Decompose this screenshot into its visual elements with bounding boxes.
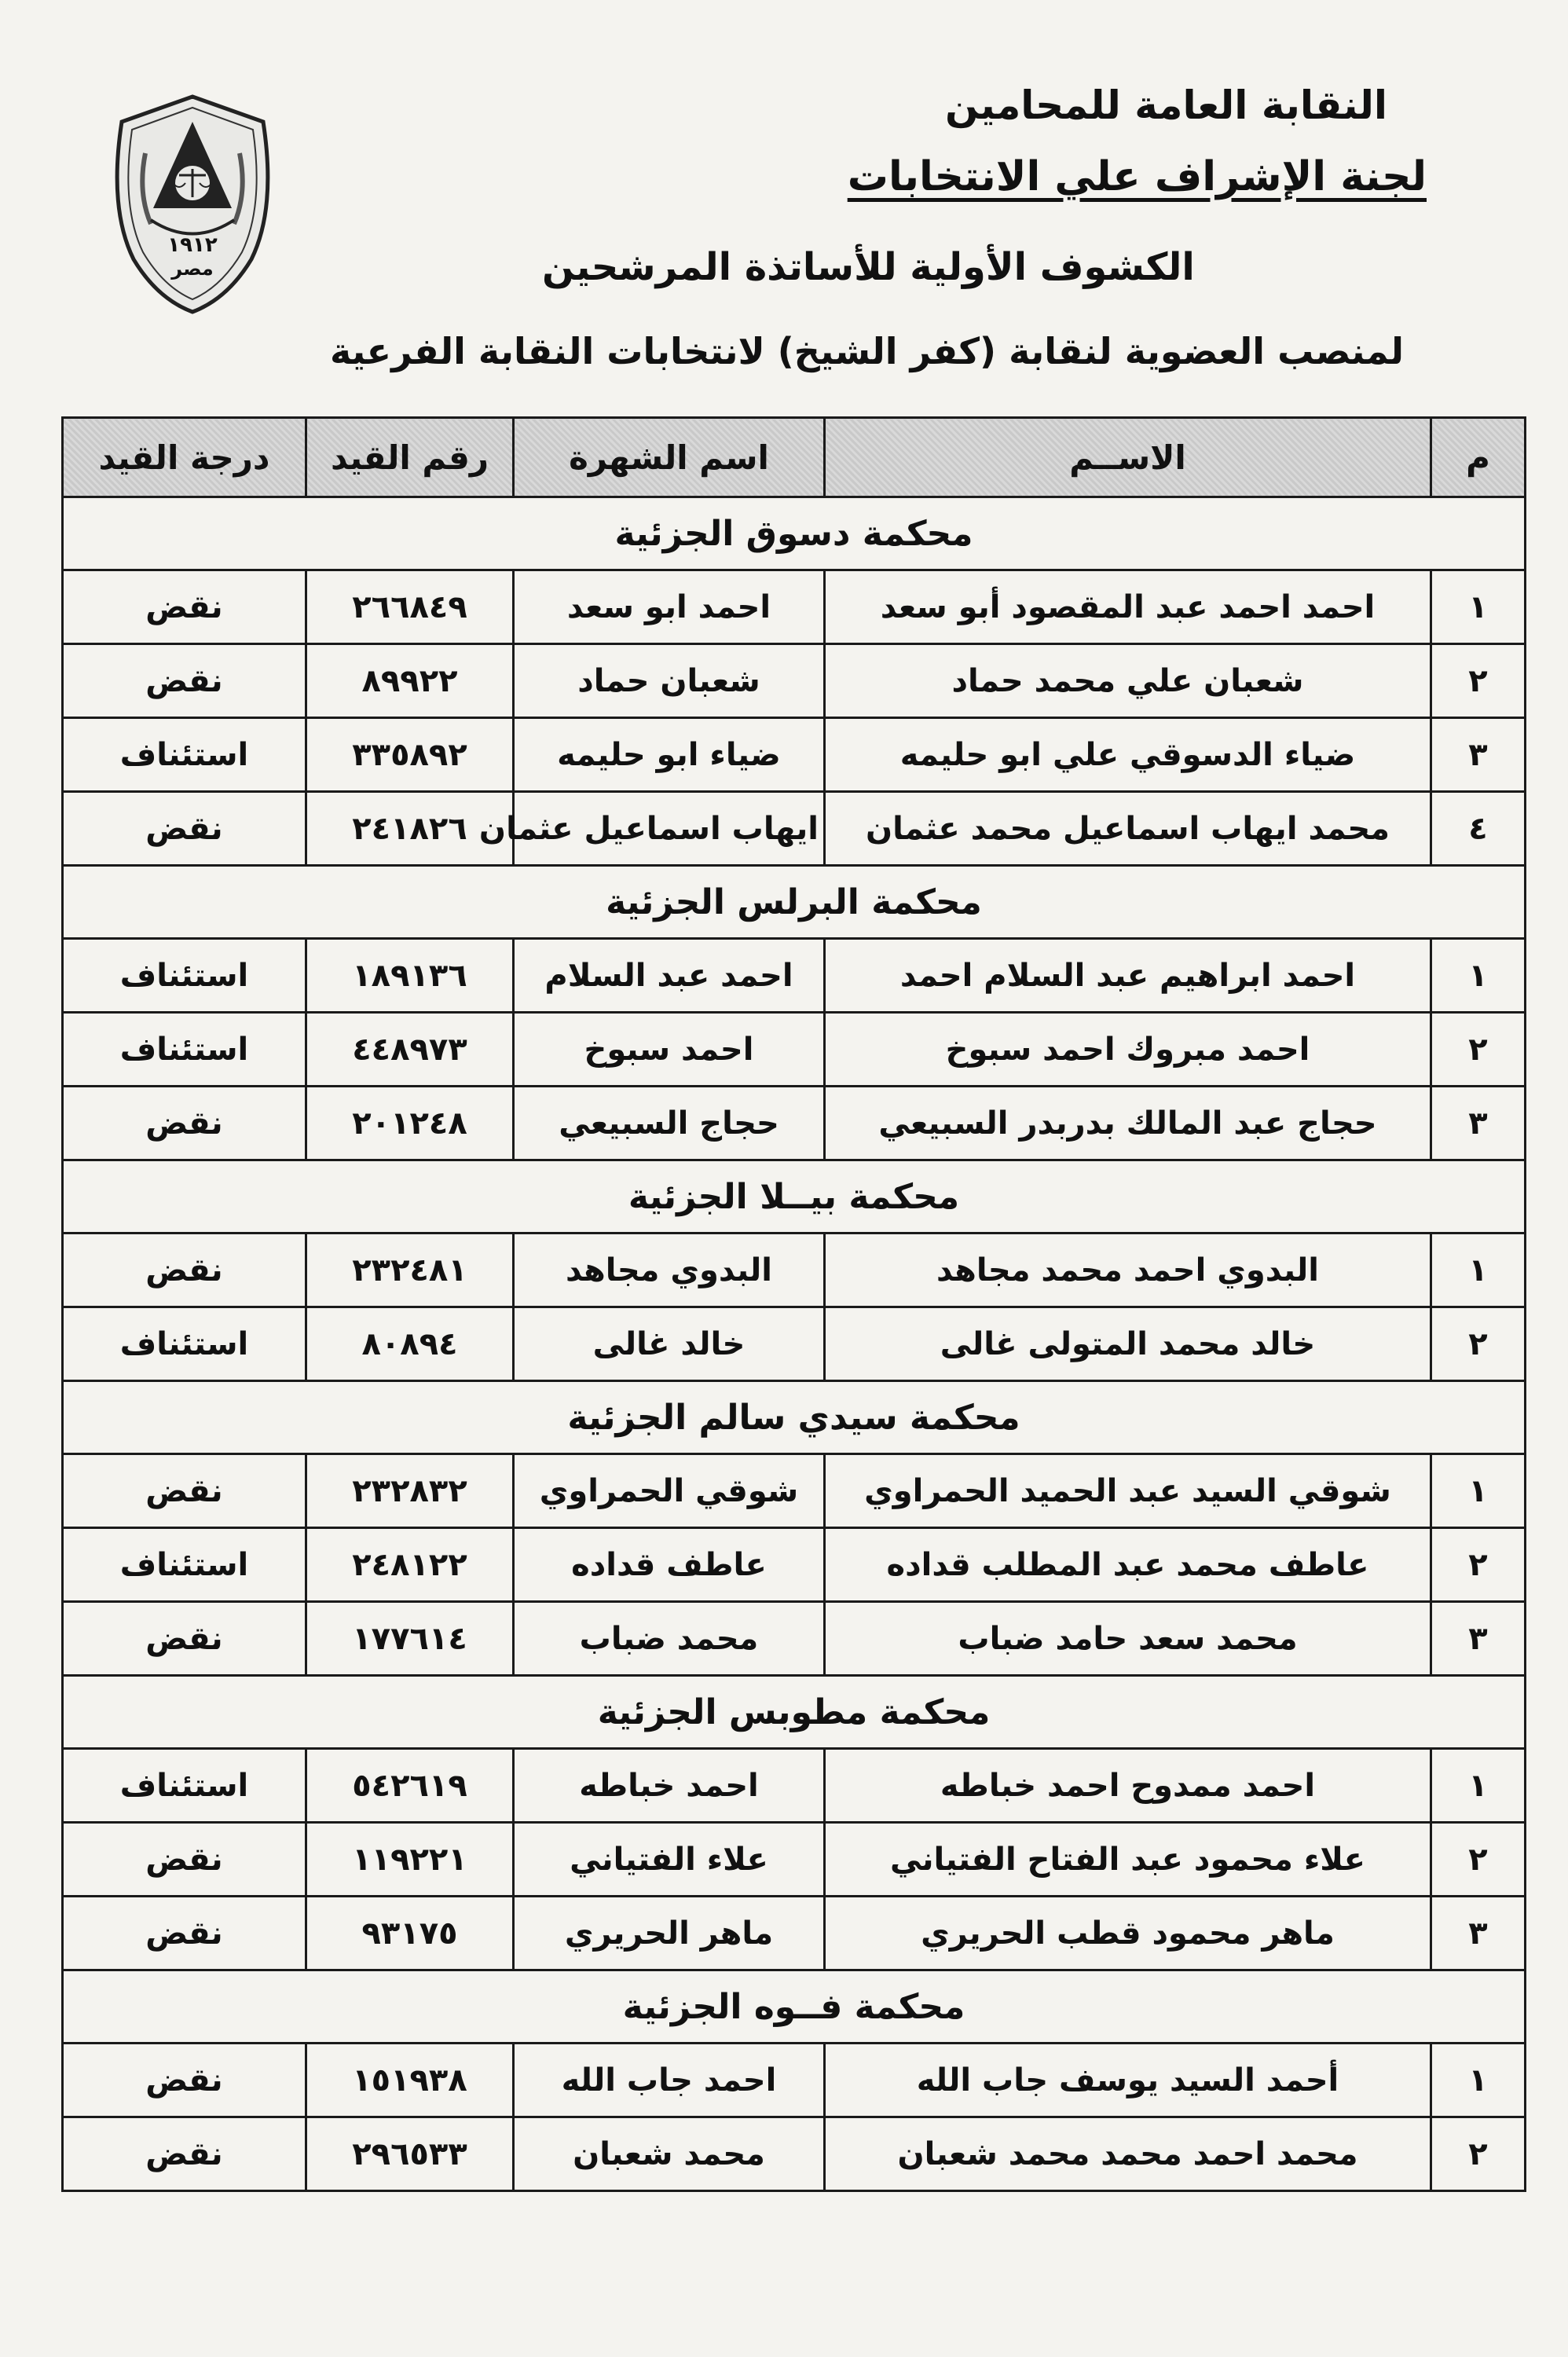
cell-name: أحمد السيد يوسف جاب الله [825, 2044, 1431, 2117]
cell-name: محمد سعد حامد ضباب [825, 1602, 1431, 1676]
cell-number: ١ [1431, 1454, 1526, 1528]
court-name: محكمة مطوبس الجزئية [63, 1676, 1526, 1749]
cell-name: احمد ابراهيم عبد السلام احمد [825, 939, 1431, 1013]
cell-registration-degree: نقض [63, 1087, 306, 1160]
court-name: محكمة دسوق الجزئية [63, 497, 1526, 570]
cell-known-name: البدوي مجاهد [514, 1233, 825, 1307]
table-row [63, 1528, 1526, 1602]
candidates-table [61, 416, 1526, 2192]
cell-name: احمد احمد عبد المقصود أبو سعد [825, 570, 1431, 644]
cell-number: ٢ [1431, 1013, 1526, 1087]
cell-number: ٣ [1431, 718, 1526, 792]
cell-registration-number: ٩٣١٧٥ [306, 1897, 514, 1970]
cell-name: حجاج عبد المالك بدربدر السبيعي [825, 1087, 1431, 1160]
cell-name: محمد احمد محمد محمد شعبان [825, 2117, 1431, 2191]
table-row [63, 1454, 1526, 1528]
cell-number: ١ [1431, 2044, 1526, 2117]
table-row [63, 1233, 1526, 1307]
cell-number: ١ [1431, 939, 1526, 1013]
cell-name: البدوي احمد محمد مجاهد [825, 1233, 1431, 1307]
cell-registration-degree: استئناف [63, 718, 306, 792]
cell-name: شوقي السيد عبد الحميد الحمراوي [825, 1454, 1431, 1528]
cell-registration-degree: نقض [63, 2117, 306, 2191]
cell-registration-degree: نقض [63, 792, 306, 866]
table-row [63, 718, 1526, 792]
table-row [63, 1823, 1526, 1897]
bar-association-seal-logo [102, 90, 283, 318]
table-row [63, 2117, 1526, 2191]
cell-registration-number: ٢٤٨١٢٢ [306, 1528, 514, 1602]
table-row [63, 644, 1526, 718]
court-section-header [63, 1970, 1526, 2044]
table-row [63, 2044, 1526, 2117]
cell-known-name: عاطف قداده [514, 1528, 825, 1602]
cell-registration-number: ٢٩٦٥٣٣ [306, 2117, 514, 2191]
cell-name: احمد مبروك احمد سبوخ [825, 1013, 1431, 1087]
cell-known-name: علاء الفتياني [514, 1823, 825, 1897]
document-subtitle: لمنصب العضوية لنقابة (كفر الشيخ) لانتخابات النقابة الفرعية [330, 330, 1404, 372]
cell-known-name: ماهر الحريري [514, 1897, 825, 1970]
cell-registration-degree: نقض [63, 1897, 306, 1970]
cell-number: ١ [1431, 1749, 1526, 1823]
document-title: الكشوف الأولية للأساتذة المرشحين [542, 245, 1195, 289]
cell-name: احمد ممدوح احمد خباطه [825, 1749, 1431, 1823]
logo-country: مصر [171, 258, 214, 280]
cell-registration-degree: استئناف [63, 1013, 306, 1087]
cell-registration-degree: نقض [63, 1233, 306, 1307]
cell-registration-number: ٢٦٦٨٤٩ [306, 570, 514, 644]
column-header-registration-degree: درجة القيد [63, 418, 306, 497]
cell-registration-degree: استئناف [63, 1307, 306, 1381]
court-name: محكمة فــوه الجزئية [63, 1970, 1526, 2044]
cell-known-name: احمد ابو سعد [514, 570, 825, 644]
cell-registration-degree: نقض [63, 1823, 306, 1897]
cell-registration-number: ٨٩٩٢٢ [306, 644, 514, 718]
logo-year: ١٩١٢ [167, 233, 218, 257]
court-section-header [63, 497, 1526, 570]
cell-known-name: خالد غالى [514, 1307, 825, 1381]
column-header-number: م [1431, 418, 1526, 497]
cell-name: علاء محمود عبد الفتاح الفتياني [825, 1823, 1431, 1897]
table-row [63, 1602, 1526, 1676]
cell-known-name: ايهاب اسماعيل عثمان [514, 792, 825, 866]
cell-known-name: احمد سبوخ [514, 1013, 825, 1087]
table-row [63, 1013, 1526, 1087]
cell-registration-degree: نقض [63, 570, 306, 644]
court-name: محكمة سيدي سالم الجزئية [63, 1381, 1526, 1454]
cell-known-name: شعبان حماد [514, 644, 825, 718]
cell-registration-number: ١٧٧٦١٤ [306, 1602, 514, 1676]
table-row [63, 1087, 1526, 1160]
court-section-header [63, 1676, 1526, 1749]
cell-registration-number: ١٨٩١٣٦ [306, 939, 514, 1013]
table-body [63, 497, 1526, 2191]
cell-registration-number: ٨٠٨٩٤ [306, 1307, 514, 1381]
cell-registration-number: ٢٤١٨٢٦ [306, 792, 514, 866]
cell-number: ٢ [1431, 2117, 1526, 2191]
cell-number: ٣ [1431, 1602, 1526, 1676]
cell-registration-degree: استئناف [63, 939, 306, 1013]
court-section-header [63, 1381, 1526, 1454]
cell-registration-number: ١١٩٢٢١ [306, 1823, 514, 1897]
organization-name: النقابة العامة للمحامين [944, 82, 1387, 128]
cell-registration-number: ٣٣٥٨٩٢ [306, 718, 514, 792]
cell-known-name: محمد شعبان [514, 2117, 825, 2191]
cell-name: شعبان علي محمد حماد [825, 644, 1431, 718]
cell-name: خالد محمد المتولى غالى [825, 1307, 1431, 1381]
cell-known-name: احمد خباطه [514, 1749, 825, 1823]
cell-registration-number: ٥٤٢٦١٩ [306, 1749, 514, 1823]
cell-registration-degree: نقض [63, 644, 306, 718]
cell-registration-degree: استئناف [63, 1528, 306, 1602]
court-name: محكمة البرلس الجزئية [63, 866, 1526, 939]
cell-registration-number: ٢٣٢٨٣٢ [306, 1454, 514, 1528]
cell-known-name: شوقي الحمراوي [514, 1454, 825, 1528]
cell-name: ضياء الدسوقي علي ابو حليمه [825, 718, 1431, 792]
table-row [63, 792, 1526, 866]
cell-name: ماهر محمود قطب الحريري [825, 1897, 1431, 1970]
cell-number: ٣ [1431, 1087, 1526, 1160]
cell-registration-degree: استئناف [63, 1749, 306, 1823]
column-header-registration-number: رقم القيد [306, 418, 514, 497]
cell-registration-number: ٢٣٢٤٨١ [306, 1233, 514, 1307]
cell-known-name: ضياء ابو حليمه [514, 718, 825, 792]
cell-number: ١ [1431, 570, 1526, 644]
cell-number: ٤ [1431, 792, 1526, 866]
cell-registration-degree: نقض [63, 1454, 306, 1528]
court-name: محكمة بيــلا الجزئية [63, 1160, 1526, 1233]
table-header-row [63, 418, 1526, 497]
cell-number: ٣ [1431, 1897, 1526, 1970]
cell-number: ٢ [1431, 1528, 1526, 1602]
table-row [63, 570, 1526, 644]
cell-name: عاطف محمد عبد المطلب قداده [825, 1528, 1431, 1602]
cell-registration-degree: نقض [63, 2044, 306, 2117]
cell-known-name: احمد عبد السلام [514, 939, 825, 1013]
cell-number: ٢ [1431, 1307, 1526, 1381]
table-row [63, 1749, 1526, 1823]
cell-registration-degree: نقض [63, 1602, 306, 1676]
cell-number: ٢ [1431, 644, 1526, 718]
column-header-name: الاســم [825, 418, 1431, 497]
cell-name: محمد ايهاب اسماعيل محمد عثمان [825, 792, 1431, 866]
cell-known-name: محمد ضباب [514, 1602, 825, 1676]
committee-name: لجنة الإشراف علي الانتخابات [847, 153, 1427, 200]
table-row [63, 1897, 1526, 1970]
cell-number: ١ [1431, 1233, 1526, 1307]
column-header-known-name: اسم الشهرة [514, 418, 825, 497]
table-row [63, 1307, 1526, 1381]
court-section-header [63, 1160, 1526, 1233]
court-section-header [63, 866, 1526, 939]
table-row [63, 939, 1526, 1013]
cell-registration-number: ٤٤٨٩٧٣ [306, 1013, 514, 1087]
cell-registration-number: ١٥١٩٣٨ [306, 2044, 514, 2117]
cell-known-name: حجاج السبيعي [514, 1087, 825, 1160]
cell-number: ٢ [1431, 1823, 1526, 1897]
cell-registration-number: ٢٠١٢٤٨ [306, 1087, 514, 1160]
cell-known-name: احمد جاب الله [514, 2044, 825, 2117]
